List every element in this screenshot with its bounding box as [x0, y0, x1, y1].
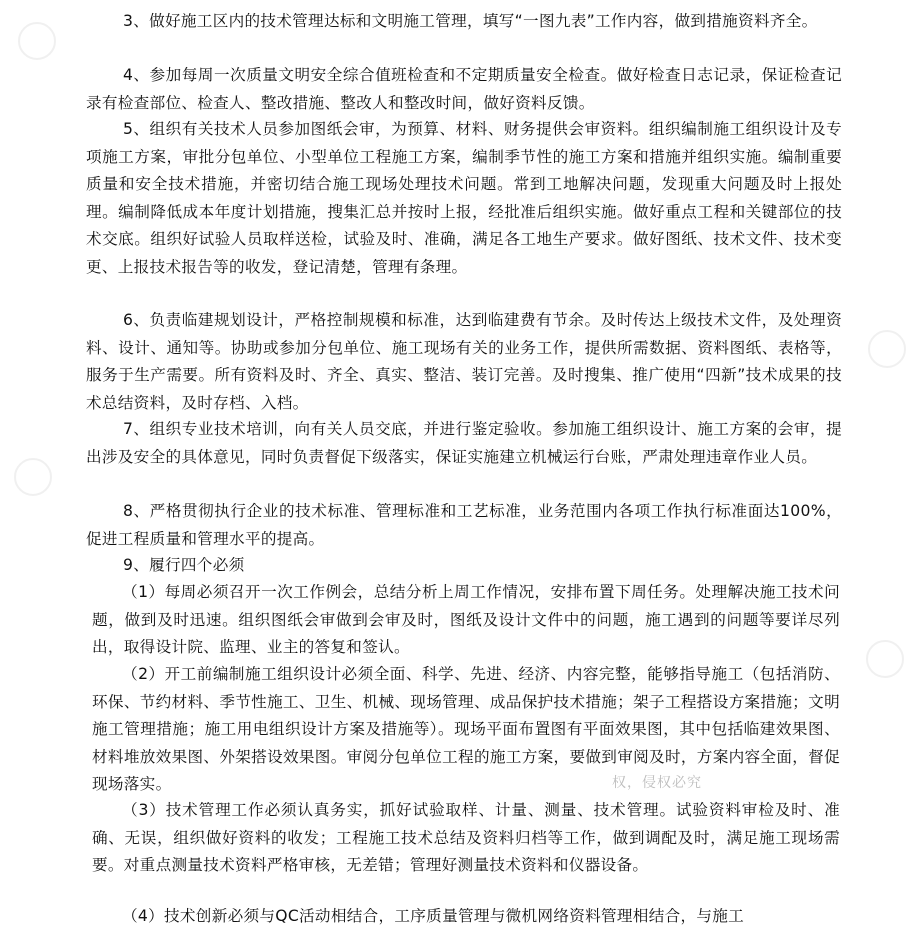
- paragraph-9-2: （2）开工前编制施工组织设计必须全面、科学、先进、经济、内容完整，能够指导施工（包括消防、环保、节约材料、季节性施工、卫生、机械、现场管理、成品保护技术措施；架子工程搭设方案措施；文明施工管理措施；施工用电组织设计方案及措施等）。现场平面布置图有平面效果图，其中包括临建效果图、材料堆放效果图、外架搭设效果图。审阅分包单位工程的施工方案，要做到审阅及时，方案内容全面，督促现场落实。: [92, 665, 840, 793]
- paragraph-8: 8、严格贯彻执行企业的技术标准、管理标准和工艺标准，业务范围内各项工作执行标准面达100%，促进工程质量和管理水平的提高。: [86, 502, 842, 548]
- paragraph-9-1: （1）每周必须召开一次工作例会，总结分析上周工作情况，安排布置下周任务。处理解决施工技术问题，做到及时迅速。组织图纸会审做到会审及时，图纸及设计文件中的问题，施工遇到的问题等要详尽列出，取得设计院、监理、业主的答复和签认。: [92, 583, 840, 656]
- watermark-logo-icon: [866, 640, 904, 678]
- paragraph-7: 7、组织专业技术培训，向有关人员交底，并进行鉴定验收。参加施工组织设计、施工方案的会审，提出涉及安全的具体意见，同时负责督促下级落实，保证实施建立机械运行台账，严肃处理违章作业人员。: [86, 420, 842, 466]
- paragraph-5: 5、组织有关技术人员参加图纸会审，为预算、材料、财务提供会审资料。组织编制施工组织设计及专项施工方案，审批分包单位、小型单位工程施工方案，编制季节性的施工方案和措施并组织实施。编制重要质量和安全技术措施，并密切结合施工现场处理技术问题。常到工地解决问题，发现重大问题及时上报处理。编制降低成本年度计划措施，搜集汇总并按时上报，经批准后组织实施。做好重点工程和关键部位的技术交底。组织好试验人员取样送检，试验及时、准确，满足各工地生产要求。做好图纸、技术文件、技术变更、上报技术报告等的收发，登记清楚，管理有条理。: [86, 120, 842, 276]
- paragraph-6: 6、负责临建规划设计，严格控制规模和标准，达到临建费有节余。及时传达上级技术文件，及处理资料、设计、通知等。协助或参加分包单位、施工现场有关的业务工作，提供所需数据、资料图纸、表格等，服务于生产需要。所有资料及时、齐全、真实、整洁、装订完善。及时搜集、推广使用“四新”技术成果的技术总结资料，及时存档、入档。: [86, 311, 842, 412]
- paragraph-9-3: （3）技术管理工作必须认真务实，抓好试验取样、计量、测量、技术管理。试验资料审检及时、准确、无误，组织做好资料的收发；工程施工技术总结及资料归档等工作，做到调配及时，满足施工现场需要。对重点测量技术资料严格审核，无差错；管理好测量技术资料和仪器设备。: [92, 801, 840, 874]
- paragraph-3: 3、做好施工区内的技术管理达标和文明施工管理，填写“一图九表”工作内容，做到措施资料齐全。: [123, 12, 818, 30]
- paragraph-4: 4、参加每周一次质量文明安全综合值班检查和不定期质量安全检查。做好检查日志记录，保证检查记录有检查部位、检查人、整改措施、整改人和整改时间，做好资料反馈。: [86, 66, 842, 112]
- paragraph-9-heading: 9、履行四个必须: [123, 556, 245, 574]
- watermark-logo-icon: [868, 330, 906, 368]
- watermark-logo-icon: [14, 458, 52, 496]
- paragraph-9-4: （4）技术创新必须与QC活动相结合，工序质量管理与微机网络资料管理相结合，与施工: [122, 907, 745, 925]
- watermark-text: 权，侵权必究: [612, 775, 702, 791]
- watermark-logo-icon: [18, 22, 56, 60]
